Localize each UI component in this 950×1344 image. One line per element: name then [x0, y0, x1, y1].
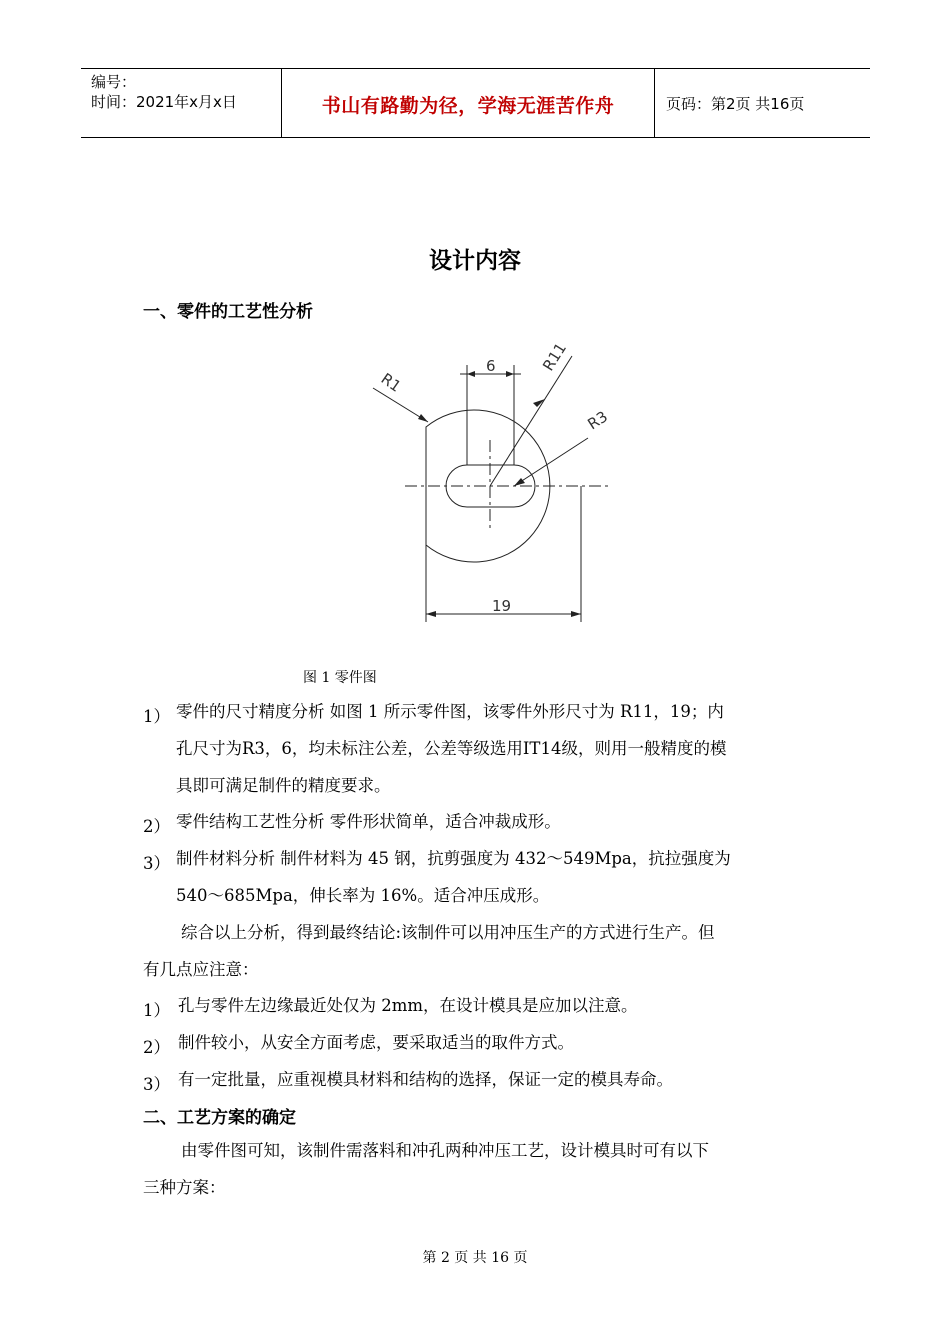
dim-slot-label: 6: [486, 357, 496, 375]
header-left-cell: [81, 69, 281, 137]
item1-line3: 具即可满足制件的精度要求。: [176, 776, 391, 795]
figure-caption: 图 1 零件图: [303, 670, 377, 686]
page-header: [81, 68, 870, 138]
doc-time-label: 时间：2021年x月x日: [91, 93, 237, 111]
item-number: 3）: [143, 854, 170, 873]
note-number: 2）: [143, 1038, 170, 1057]
dim-r1-label: R1: [377, 369, 405, 396]
note-number: 1）: [143, 1001, 170, 1020]
section2-line1: 由零件图可知，该制件需落料和冲孔两种冲压工艺，设计模具时可有以下: [181, 1141, 709, 1160]
dim-r3-label: R3: [584, 407, 611, 434]
item3-line2: 540～685Mpa，伸长率为 16%。适合冲压成形。: [176, 886, 550, 905]
doc-code-label: 编号：: [91, 73, 137, 91]
conclusion-line1: 综合以上分析，得到最终结论:该制件可以用冲压生产的方式进行生产。但: [181, 923, 715, 942]
note-text: 孔与零件左边缘最近处仅为 2mm，在设计模具是应加以注意。: [178, 996, 638, 1015]
item3-line1: 制件材料分析 制件材料为 45 钢，抗剪强度为 432～549Mpa，抗拉强度为: [176, 849, 731, 868]
section2-line2: 三种方案：: [143, 1178, 226, 1197]
section1-heading: 一、零件的工艺性分析: [143, 302, 313, 322]
item1-line2: 孔尺寸为R3，6，均未标注公差，公差等级选用IT14级，则用一般精度的模: [176, 739, 727, 758]
item-number: 1）: [143, 707, 170, 726]
dim-r11-label: R11: [539, 339, 571, 375]
header-motto: 书山有路勤为径，学海无涯苦作舟: [321, 95, 615, 117]
page-title: 设计内容: [429, 248, 521, 274]
item1-line1: 零件的尺寸精度分析 如图 1 所示零件图，该零件外形尺寸为 R11，19；内: [176, 702, 724, 721]
dim-width-label: 19: [492, 597, 512, 615]
item-number: 2）: [143, 817, 170, 836]
section2-heading: 二、工艺方案的确定: [143, 1108, 296, 1128]
page-footer: 第 2 页 共 16 页: [422, 1250, 528, 1266]
header-page-cell: [654, 69, 870, 137]
header-motto-cell: [281, 69, 655, 137]
header-page-info: 页码：第2页 共16页: [666, 95, 805, 113]
note-text: 制件较小，从安全方面考虑，要采取适当的取件方式。: [178, 1033, 574, 1052]
conclusion-line2: 有几点应注意：: [143, 960, 259, 979]
item2-line1: 零件结构工艺性分析 零件形状简单，适合冲裁成形。: [176, 812, 561, 831]
part-drawing: [365, 330, 625, 630]
note-number: 3）: [143, 1075, 170, 1094]
note-text: 有一定批量，应重视模具材料和结构的选择，保证一定的模具寿命。: [178, 1070, 673, 1089]
